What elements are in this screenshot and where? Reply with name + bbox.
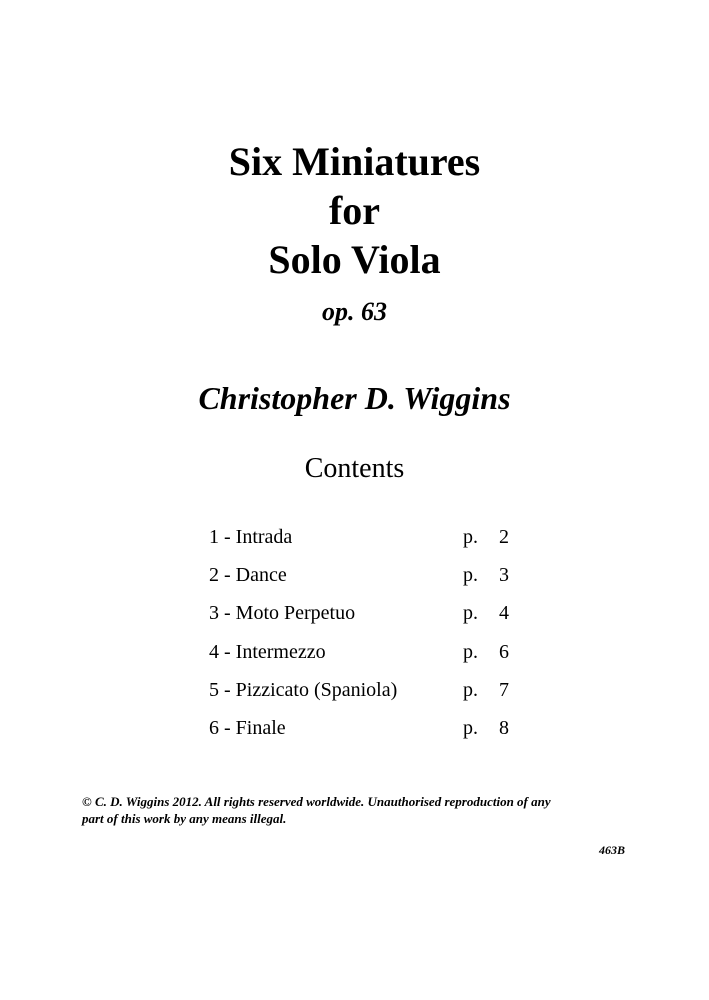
toc-page-number: 4: [499, 602, 509, 625]
opus-number: op. 63: [322, 297, 387, 326]
toc-movement-title: 5 - Pizzicato (Spaniola): [209, 678, 398, 701]
toc-row: [209, 713, 529, 751]
composer-name: Christopher D. Wiggins: [198, 380, 511, 416]
toc-row: [209, 522, 529, 560]
toc-page-label: p.: [463, 678, 478, 701]
table-of-contents: [209, 522, 529, 751]
toc-movement-title: 6 - Finale: [209, 716, 286, 739]
toc-page-label: p.: [463, 640, 478, 663]
toc-movement-title: 4 - Intermezzo: [209, 640, 326, 663]
contents-heading: Contents: [304, 453, 405, 484]
title-line-3: Solo Viola: [268, 237, 441, 282]
toc-row: [209, 637, 529, 675]
toc-movement-title: 3 - Moto Perpetuo: [209, 602, 356, 625]
toc-row: [209, 675, 529, 713]
copyright-notice: [82, 793, 642, 827]
toc-page-number: 8: [499, 716, 509, 739]
toc-page-number: 3: [499, 564, 509, 587]
copyright-line-1: © C. D. Wiggins 2012. All rights reserved worldwide. Unauthorised reproduction of any: [82, 794, 551, 809]
toc-page-label: p.: [463, 602, 478, 625]
toc-row: [209, 560, 529, 598]
toc-page-label: p.: [463, 526, 478, 548]
toc-movement-title: 2 - Dance: [209, 564, 287, 587]
toc-page-number: 2: [499, 526, 509, 548]
toc-page-label: p.: [463, 716, 478, 739]
toc-row: [209, 598, 529, 636]
catalog-number: 463B: [598, 843, 625, 857]
title-line-1: Six Miniatures: [228, 139, 481, 184]
toc-page-number: 7: [499, 678, 509, 701]
copyright-line-2: part of this work by any means illegal.: [82, 811, 287, 826]
toc-page-number: 6: [499, 640, 509, 663]
toc-movement-title: 1 - Intrada: [209, 526, 293, 548]
toc-page-label: p.: [463, 564, 478, 587]
title-line-2: for: [328, 188, 381, 233]
